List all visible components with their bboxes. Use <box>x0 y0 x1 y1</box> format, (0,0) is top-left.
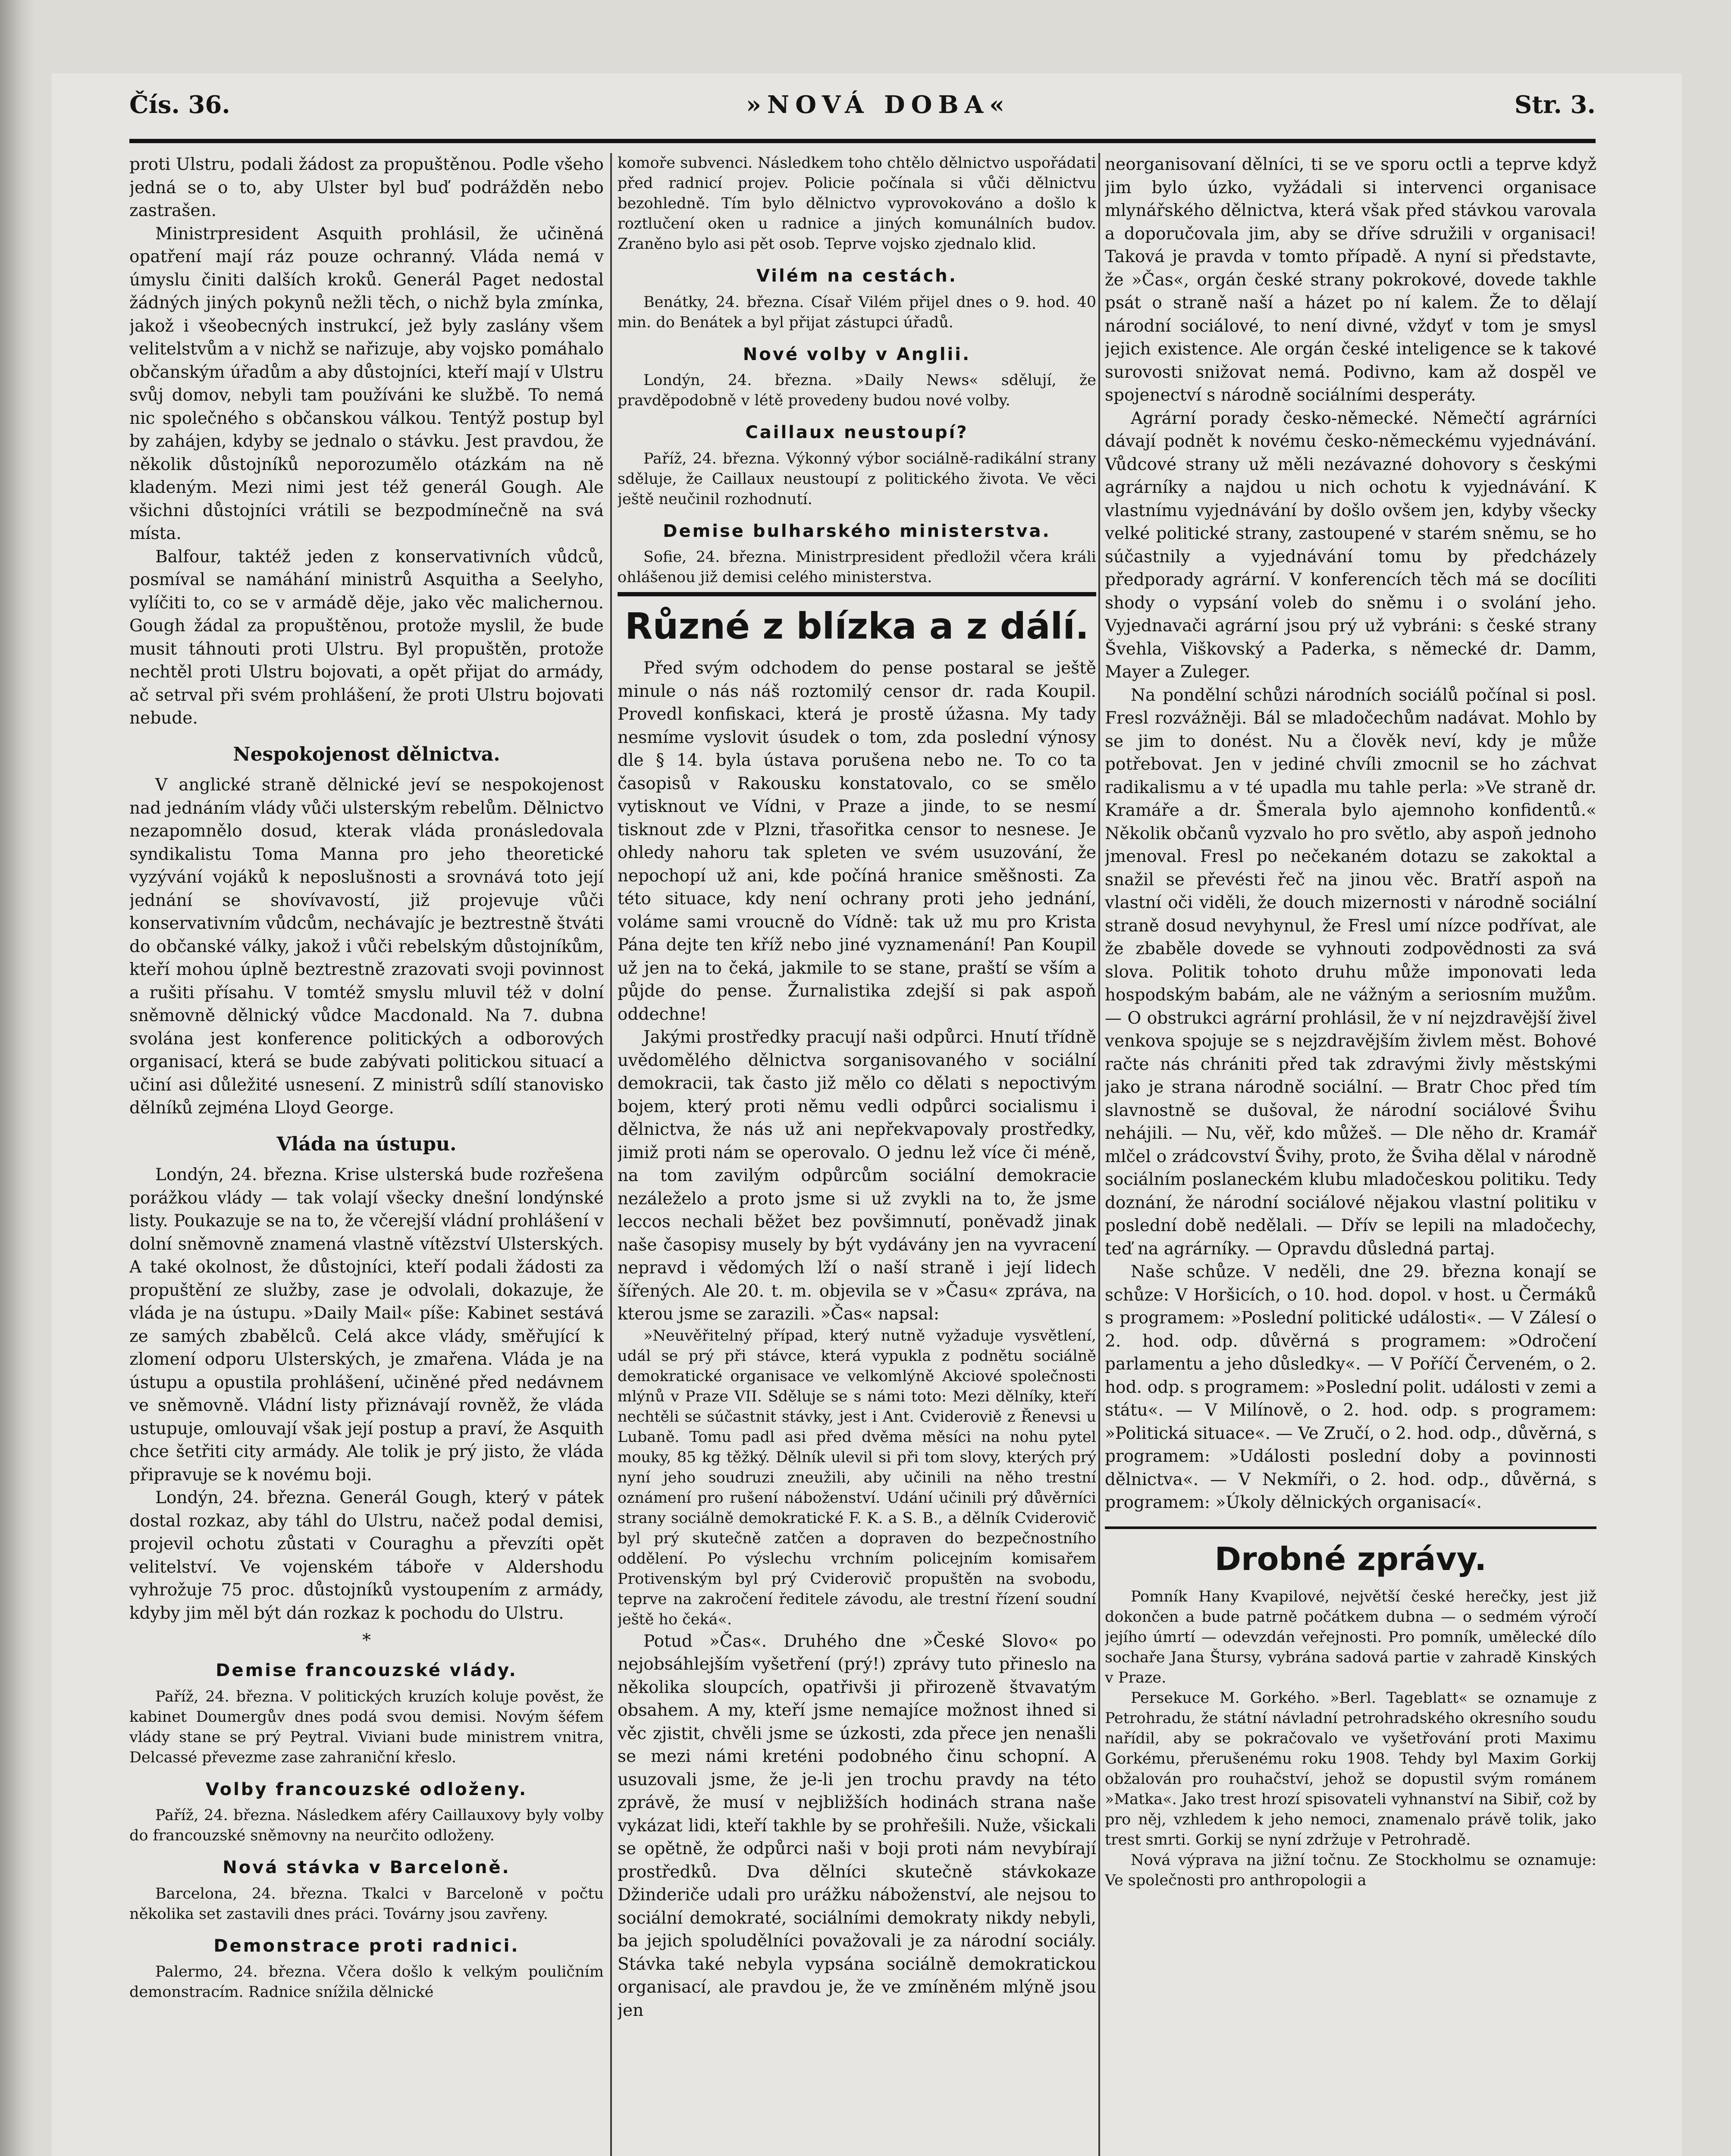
article-text: Ministrpresident Asquith prohlásil, že učiněná opatření mají ráz pouze ochranný. Vláda nemá v úmyslu činiti dalších kroků. Generál Paget nedostal žádných jiných pokynů nežli těch, o nichž byla zmínka, jakož i všeobecných instrukcí, jež byly zaslány všem velitelstvům a v nichž se nařizuje, aby vojsko pomáhalo občanským úřadům a aby důstojníci, kteří mají v Ulstru svůj domov, nebyli tam používáni ke službě. To nemá nic společného s občanskou válkou. Tentýž postup byl by zahájen, kdyby se jednalo o stávku. Jest pravdou, že několik důstojníků neporozumělo otázkám na ně kladeným. Mezi nimi jest též generál Gough. Ale všichni důstojníci vrátili se bezpodmínečně na svá místa. <box>129 224 604 543</box>
article-text: proti Ulstru, podali žádost za propuštěnou. Podle všeho jedná se o to, aby Ulster byl buď podrážděn nebo zastrašen. <box>129 155 604 220</box>
section-heading: Vláda na ústupu. <box>276 1133 457 1155</box>
article-text: Agrární porady česko-německé. Němečtí agrárníci dávají podnět k novému česko-německému vyjednávání. Vůdcové strany už měli nezávazné dohovory s českými agrárníky a najdou u nich ochotu k vyjednávání. K vlastnímu vyjednávání by došlo ovšem jen, kdyby všecky velké politické strany, zastoupené v starém sněmu, se ho súčastnily a vyjednávání tomu by předcházely předporady agrární. V konferencích těch má se docíliti shody o vypsání voleb do sněmu i o svolání jeho. Vyjednavači agrární jsou prý už vybráni: s české strany Švehla, Viškovský a Paderka, s německé dr. Damm, Mayer a Zuleger. <box>1105 408 1596 682</box>
news-heading: Demise bulharského ministerstva. <box>663 521 1051 541</box>
news-text: Paříž, 24. března. V politických kruzích koluje pověst, že kabinet Doumergův dnes podá svou demisi. Novým šéfem vlády stane se prý Peytral. Viviani bude ministrem vnitra, Delcassé převezme zase zahraniční křeslo. <box>129 1688 604 1766</box>
news-text: Palermo, 24. března. Včera došlo k velkým pouličním demonstracím. Radnice snížila dělnické <box>129 1963 604 2001</box>
news-text: Paříž, 24. března. Výkonný výbor sociálně-radikální strany sděluje, že Caillaux neustoupí z politického života. Ve věci ještě neučinil rozhodnutí. <box>618 450 1096 508</box>
news-heading: Vilém na cestách. <box>756 266 957 286</box>
news-text: Londýn, 24. března. »Daily News« sdělují, že pravděpodobně v létě provedeny budou nové volby. <box>618 372 1096 409</box>
article-text: neorganisovaní dělníci, ti se ve sporu octli a teprve když jim bylo úzko, vyžádali si intervenci organisace mlynářského dělnictva, která však před stávkou varovala a doporučovala jim, aby se dříve sdružili v organisaci! Taková je pravda v tomto případě. A nyní si představte, že »Čas«, orgán české strany pokrokové, dovede takhle psát o straně naší a házet po ní kalem. Že to dělají národní sociálové, to není divné, vždyť v tom je smysl jejich existence. Ale orgán české inteligence se k takové surovosti snižovat nemá. Podivno, kam až dospěl ve spojenectví s národně sociálními desperáty. <box>1105 155 1596 405</box>
column-3 <box>1105 153 1596 2156</box>
news-text: Pomník Hany Kvapilové, největší české herečky, jest již dokončen a bude patrně počátkem dubna — o sedmém výročí jejího úmrtí — odevzdán veřejnosti. Pro pomník, umělecké dílo sochaře Jana Štursy, vybrána sadová partie v zahradě Kinských v Praze. <box>1105 1588 1596 1686</box>
header-rule <box>129 139 1596 143</box>
page-header <box>129 86 1596 134</box>
binding-shadow <box>0 0 34 2156</box>
news-text: Nová výprava na jižní točnu. Ze Stockholmu se oznamuje: Ve společnosti pro anthropologii a <box>1105 1851 1596 1889</box>
news-heading: Demise francouzské vlády. <box>216 1661 517 1680</box>
news-text: Sofie, 24. března. Ministrpresident předložil včera králi ohlášenou již demisi celého ministerstva. <box>618 548 1096 586</box>
column-2 <box>618 153 1096 2156</box>
news-text: Paříž, 24. března. Následkem aféry Caillauxovy byly volby do francouzské sněmovny na neurčito odloženy. <box>129 1807 604 1844</box>
page-number: Str. 3. <box>1514 91 1596 119</box>
article-text: Balfour, taktéž jeden z konservativních vůdců, posmíval se namáhání ministrů Asquitha a Seelyho, vylíčiti to, co se v armádě děje, jako věc malichernou. Gough žádal za propuštěnou, protože myslil, že bude musit táhnouti proti Ulstru. Byl propuštěn, protože nechtěl proti Ulstru bojovati, a opět přijat do armády, ač setrval při svém prohlášení, že proti Ulstru bojovati nebude. <box>129 547 604 728</box>
news-text: Barcelona, 24. března. Tkalci v Barceloně v počtu několika set zastavili dnes práci. Továrny jsou zavřeny. <box>129 1885 604 1923</box>
news-text: Benátky, 24. března. Císař Vilém přijel dnes o 9. hod. 40 min. do Benátek a byl přijat zástupci úřadů. <box>618 293 1096 331</box>
section-title: Drobné zprávy. <box>1105 1526 1596 1581</box>
news-heading: Nová stávka v Barceloně. <box>223 1858 511 1877</box>
separator-star: * <box>362 1630 371 1650</box>
news-heading: Volby francouzské odloženy. <box>205 1779 528 1799</box>
news-text: Persekuce M. Gorkého. »Berl. Tageblatt« se oznamuje z Petrohradu, že státní návladní petrohradského okresního soudu nařídil, aby se pokračovalo ve vyšetřování proti Maximu Gorkému, přerušenému roku 1908. Tehdy byl Maxim Gorkij obžalován pro rouhačství, jehož se dopustil svým románem »Matka«. Jako trest hrozí spisovateli vyhnanství na Sibiř, což by pro něj, vzhledem k jeho nemoci, znamenalo právě tolik, jako trest smrti. Gorkij se nyní zdržuje v Petrohradě. <box>1105 1689 1596 1849</box>
column-divider-2 <box>1098 153 1100 2156</box>
article-text: V anglické straně dělnické jeví se nespokojenost nad jednáním vlády vůči ulsterským rebelům. Dělnictvo nezapomnělo dosud, kterak vláda pronásledovala syndikalistu Toma Manna pro jeho theoretické vyzývání vojáků k neposlušnosti a srovnává toto její jednání se shovívavostí, již projevuje vůči konservativním vůdcům, nechávajíc je beztrestně štváti do občanské války, jakož i vůči rebelským důstojníkům, kteří mohou úplně beztrestně zrazovati svoji povinnost a rušiti přísahu. V tomtéž smyslu mluvil též v dolní sněmovně dělnický vůdce Macdonald. Na 7. dubna svolána jest konference politických a odborových organisací, která se bude zabývati politickou situací a učiní asi důležité usnesení. Z ministrů sdílí stanovisko dělníků zejména Lloyd George. <box>129 775 604 1118</box>
column-divider-1 <box>610 153 612 2156</box>
issue-number: Čís. 36. <box>129 91 230 119</box>
news-heading: Nové volby v Anglii. <box>743 344 971 364</box>
quoted-text: »Neuvěřitelný případ, který nutně vyžaduje vysvětlení, udál se prý při stávce, která vypukla z podnětu sociálně demokratické organisace ve velkomlýně Akciové společnosti mlýnů v Praze VII. Sděluje se s námi toto: Mezi dělníky, kteří nechtěli se súčastnit stávky, jest i Ant. Cvideroviě z Řenevsi u Lubaně. Tomu padl asi před dvěma měsíci na nohu pytel mouky, 85 kg těžký. Dělník ulevil si při tom slovy, kterých prý nyní jeho soudruzi zneužili, aby učinili na něho trestní oznámení pro rušení náboženství. Udání učinili prý důvěrníci strany sociálně demokratické F. K. a S. B., a dělník Cviderovič byl prý skutečně zatčen a dopraven do bezpečnostního oddělení. Po výslechu vrchním policejním komisařem Protivenským byl prý Cviderovič propuštěn na svobodu, teprve na zakročení ředitele závodu, ale trestní řízení soudní ještě ho čeká«. <box>618 1327 1096 1628</box>
news-heading: Demonstrace proti radnici. <box>213 1936 520 1956</box>
article-text: Před svým odchodem do pense postaral se ještě minule o nás náš roztomilý censor dr. rada Koupil. Provedl konfiskaci, která je prostě úžasna. My tady nesmíme vyslovit úsudek o tom, zda poslední výnosy dle § 14. byla ústava porušena nebo ne. To co ta časopisů v Rakousku konstatovalo, co se smělo vytisknout ve Vídni, v Praze a jinde, to se nesmí tisknout zde v Plzni, třasořitka censor to nesnese. Je ohledy nahoru tak spleten ve svém usuzování, že nepochopí už ani, kde počíná hranice směšnosti. Za této situace, kdy není ochrany proti jeho jednání, voláme sami vroucně do Vídně: tak už mu pro Krista Pána dejte ten kříž nebo jiné vyznamenání! Pan Koupil už jen na to čeká, jakmile to se stane, praští se vším a půjde do pense. Žurnalistika zdejší si pak aspoň oddechne! <box>618 658 1096 1024</box>
section-title: Různé z blízka a z dálí. <box>618 592 1096 650</box>
news-heading: Caillaux neustoupí? <box>745 423 969 442</box>
news-text: komoře subvenci. Následkem toho chtělo dělnictvo uspořádati před radnicí projev. Policie počínala si vůči dělnictvu bezohledně. Tím bylo dělnictvo vyprovokováno a došlo k roztlučení oken u radnice a jiných komunálních budov. Zraněno bylo asi pět osob. Teprve vojsko zjednalo klid. <box>618 154 1096 253</box>
article-text: Na pondělní schůzi národních sociálů počínal si posl. Fresl rozvážněji. Bál se mladočechům nadávat. Mohlo by se jim to donést. Nu a člověk neví, kdy je může potřebovat. Jen v jediné chvíli zmocnil se ho záchvat radikalismu a v té upadla mu tahle perla: »Ve straně dr. Kramáře a dr. Šmerala bylo ajemnoho konfidentů.« Několik občanů vyzvalo ho pro světlo, aby aspoň jednoho jmenoval. Fresl po nečekaném dotazu se zakoktal a snažil se převésti řeč na jinou věc. Bratří aspoň na vlastní oči viděli, že douch mizernosti v národně sociální straně dosud nevyhynul, že Fresl umí nízce podřívat, ale že zbaběle dovede se vyhnouti zodpovědnosti za svá slova. Politik tohoto druhu může imponovati leda hospodským babám, ale ne vážným a seriosním mužům. — O obstrukci agrární prohlásil, že v ní nejzdravější živel venkova spojuje se s nejzdravějším živlem měst. Bohové račte nás chrániti před tak zdravými živly městskými jako je strana národně sociální. — Bratr Choc před tím slavnostně se dušoval, že národní sociálové Švihu nehájili. — Nu, věř, kdo můžeš. — Dle něho dr. Kramář mlčel o zrádcovství Švihy, proto, že Šviha dělal v národně sociálním poslaneckém klubu mladočeskou politiku. Tedy doznání, že národní sociálové nějakou vlastní politiku v poslední době nedělali. — Dřív se lepili na mladočechy, teď na agrárníky. — Opravdu důsledná partaj. <box>1105 685 1596 1259</box>
article-text: Potud »Čas«. Druhého dne »České Slovo« po nejobsáhlejším vyšetření (prý!) zprávy tuto přineslo na několika sloupcích, opatřivši ji přirozeně štvavatým obsahem. A my, kteří jsme nemajíce možnost ihned si věc zjistit, chvěli jsme se úzkosti, zda přece jen nenašli se mezi námi kreténi podobného činu schopní. A usuzovali jsme, že je-li jen trochu pravdy na této zprávě, že musí v nejbližších hodinách strana naše vykázat lidi, kteří takhle by se prohřešili. Nuže, všickali se opětně, že odpůrci naši v boji proti nám nevybírají prostředků. Dva dělníci skutečně stávkokaze Džinderiče udali pro urážku náboženství, ale nejsou to sociální demokraté, sociálními demokraty nikdy nebyli, ba jejich spoludělníci považovali je za národní sociály. Stávka také nebyla vypsána sociálně demokratickou organisací, ale pravdou je, že ve zmíněném mlýně jsou jen <box>618 1631 1096 2020</box>
article-text: Jakými prostředky pracují naši odpůrci. Hnutí třídně uvědomělého dělnictva sorganisovaného v sociální demokracii, tak často již mělo co dělati s nepoctivým bojem, který proti němu vedli odpůrci socialismu i dělnictva, že nás už ani nepřekvapovaly prostředky, jimiž proti nám se operovalo. O jednu lež více či méně, na tom zavilým odpůrcům sociální demokracie nezáleželo a proto jsme si už zvykli na to, že jsme leccos nechali běžet bez povšimnutí, poněvadž jinak naše časopisy musely by být vydávány jen na vyvracení nepravd i vědomých lží o naší straně i její lidech šířených. Ale 20. t. m. objevila se v »Času« zpráva, na kterou jsme se zarazili. »Čas« napsal: <box>618 1028 1096 1324</box>
article-text: Naše schůze. V neděli, dne 29. března konají se schůze: V Horšicích, o 10. hod. dopol. v host. u Čermáků s programem: »Poslední politické události«. — V Zálesí o 2. hod. odp. důvěrná s programem: »Odročení parlamentu a jeho důsledky«. — V Poříčí Červeném, o 2. hod. odp. s programem: »Poslední polit. události v zemi a státu«. — V Milínově, o 2. hod. odp. s programem: »Politická situace«. — Ve Zručí, o 2. hod. odp., důvěrná, s programem: »Události poslední doby a povinnosti dělnictva«. — V Nekmíři, o 2. hod. odp., důvěrná, s programem: »Úkoly dělnických organisací«. <box>1105 1262 1596 1512</box>
section-heading: Nespokojenost dělnictva. <box>233 743 500 765</box>
masthead-title: »NOVÁ DOBA« <box>746 91 1011 119</box>
article-text: Londýn, 24. března. Krise ulsterská bude rozřešena porážkou vlády — tak volají všecky dnešní londýnské listy. Poukazuje se na to, že včerejší vládní prohlášení v dolní sněmovně znamená vlastně vítězství Ulsterských. A také okolnost, že důstojníci, kteří podali žádosti za propuštění ze služby, zase je odvolali, dokazuje, že vláda je na ústupu. »Daily Mail« píše: Kabinet sestává ze samých zbabělců. Celá akce vlády, směřující k zlomení odporu Ulsterských, je zmařena. Vláda je na ústupu a opustila prohlášení, učiněné před nedávnem ve sněmovně. Vládní listy přiznávají rovněž, že vláda ustupuje, omlouvají však její postup a praví, že Asquith chce šetřiti city armády. Ale tolik je prý jisto, že vláda připravuje se k novému boji. <box>129 1165 604 1485</box>
column-1 <box>129 153 604 2156</box>
article-text: Londýn, 24. března. Generál Gough, který v pátek dostal rozkaz, aby táhl do Ulstru, načež podal demisi, projevil ochotu zůstati v Couraghu a převzíti opět velitelství. Ve vojenském táboře v Aldershodu vyhrožuje 75 proc. důstojníků vystoupením z armády, kdyby jim měl být dán rozkaz k pochodu do Ulstru. <box>129 1488 604 1623</box>
